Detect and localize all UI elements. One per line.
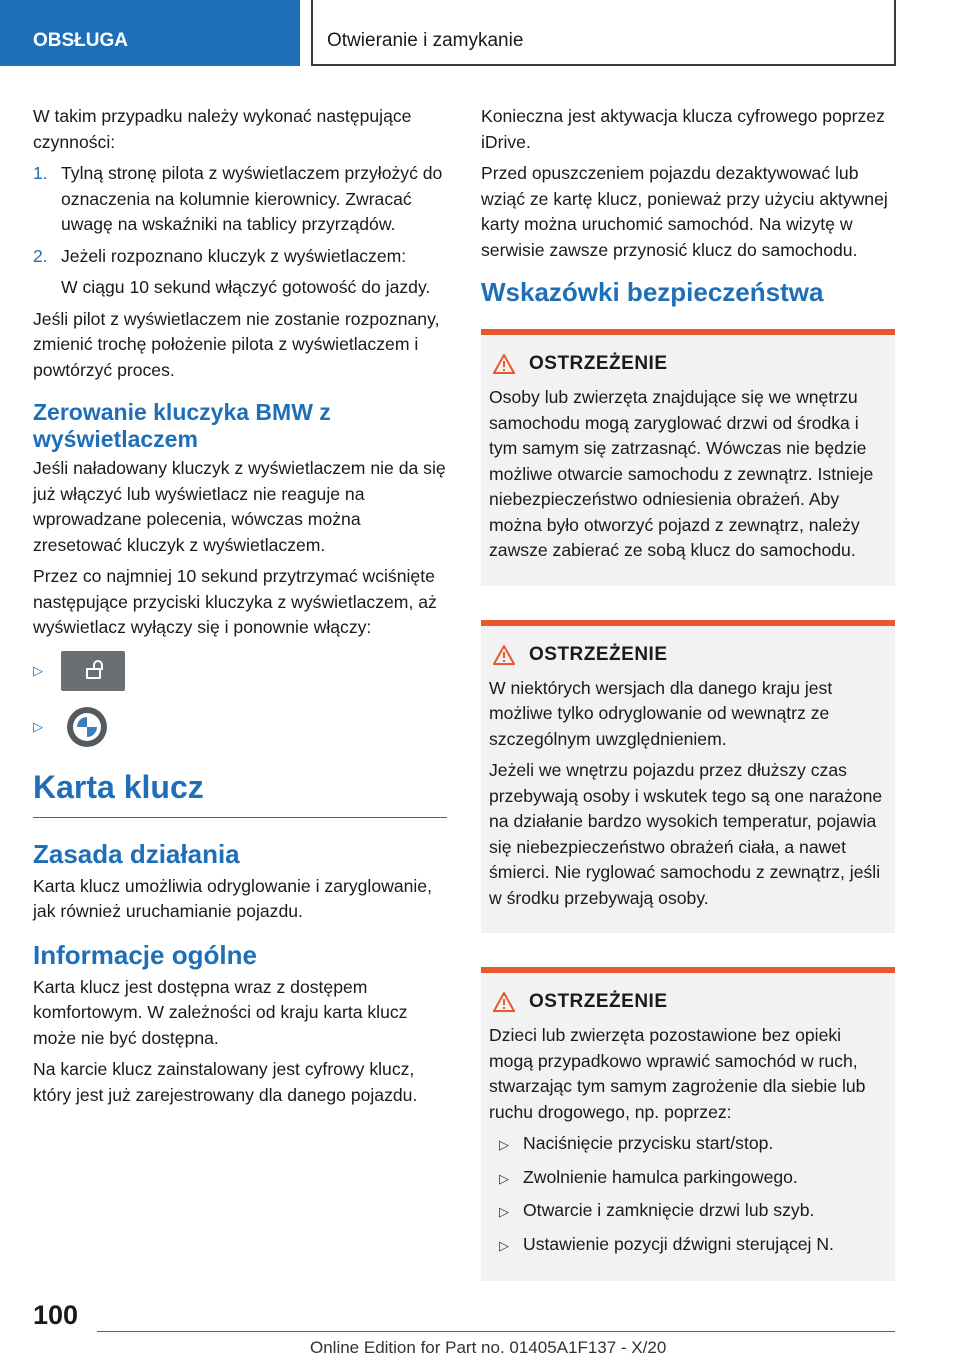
list-item-unlock-button: [33, 651, 447, 691]
general-heading: Informacje ogólne: [33, 939, 257, 970]
step-2-sub: W ciągu 10 sekund włączyć gotowość do jazdy.: [61, 277, 431, 297]
general-paragraph-2: Na karcie klucz zainstalowany jest cyfrowy klucz, który jest już zarejestrowany dla danego pojazdu.: [33, 1059, 418, 1105]
list-marker-icon: ▷: [499, 1170, 509, 1186]
retry-text: Jeśli pilot z wyświetlaczem nie zostanie rozpoznany, zmienić trochę położenie pilota z wyświetlaczem i powtórzyć proces.: [33, 308, 440, 380]
warning-title: OSTRZEŻENIE: [489, 644, 887, 666]
footer-divider: [97, 1331, 895, 1332]
warning-text: W niektórych wersjach dla danego kraju jest możliwe tylko odryglowanie od wewnątrz ze szczególnym uwzględnieniem.: [489, 677, 833, 749]
list-item: ▷ Naciśnięcie przycisku start/stop.: [489, 1131, 887, 1158]
list-item: ▷ Zwolnienie hamulca parkingowego.: [489, 1165, 887, 1192]
warning-triangle-icon: [493, 645, 515, 665]
chapter-title: Otwieranie i zamykanie: [311, 0, 896, 66]
list-marker-icon: ▷: [499, 1204, 509, 1219]
warning-text: Osoby lub zwierzęta znajdujące się we wnętrzu samochodu mogą zaryglować drzwi od środka i tym samym się zatrzasnąć. Wówczas nie będzie możliwe otwarcie samochodu z zewnątrz. Istnieje niebezpieczeństwo odniesienia obrażeń. Aby można było otworzyć pojazd z zewnątrz, należy zawsze zabierać ze sobą klucz do samochodu.: [489, 387, 874, 560]
list-item: ▷ Ustawienie pozycji dźwigni sterującej N.: [489, 1232, 887, 1259]
step-number: 1.: [33, 163, 48, 183]
principle-heading: Zasada działania: [33, 838, 240, 869]
warning-title: OSTRZEŻENIE: [489, 991, 887, 1013]
section-tab: OBSŁUGA: [0, 0, 300, 66]
warning-text: Jeżeli we wnętrzu pojazdu przez dłuższy czas przebywają osoby i wskutek tego są one narażone na działanie bardzo wysokich temperatur, pojawia się niebezpieczeństwo obrażeń ciała, a nawet śmierci. Nie ryglować samochodu z zewnątrz, jeśli w środku przebywają osoby.: [489, 760, 883, 908]
activation-text: Konieczna jest aktywacja klucza cyfrowego poprzez iDrive.: [481, 106, 885, 152]
right-column: [481, 104, 895, 1281]
warning-triangle-icon: [493, 354, 515, 374]
card-title: Karta klucz: [33, 767, 447, 818]
step-text: Tylną stronę pilota z wyświetlaczem przyłożyć do oznaczenia na kolumnie kierownicy. Zwracać uwagę na wskaźniki na tablicy przyrządów.: [61, 163, 443, 234]
list-marker-icon: ▷: [33, 718, 43, 734]
page-number: 100: [33, 1300, 79, 1330]
list-item: ▷ Otwarcie i zamknięcie drzwi lub szyb.: [489, 1198, 887, 1225]
warning-title: OSTRZEŻENIE: [489, 353, 887, 375]
warning-box-3: [481, 967, 895, 1281]
list-marker-icon: ▷: [499, 1237, 509, 1253]
step-text: Jeżeli rozpoznano kluczyk z wyświetlaczem:: [61, 245, 407, 266]
list-item-bmw-button: [33, 707, 447, 747]
step-2: [33, 244, 447, 270]
unlock-button-icon: [61, 651, 125, 691]
warning-text: Dzieci lub zwierzęta pozostawione bez opieki mogą przypadkowo wprawić samochód w ruch, stwarzając tym samym zagrożenie dla siebie lub ruchu drogowego, np. poprzez:: [489, 1025, 866, 1122]
reset-paragraph-1: Jeśli naładowany kluczyk z wyświetlaczem nie da się już włączyć lub wyświetlacz nie reaguje na wprowadzane polecenia, wówczas można zresetować kluczyk z wyświetlaczem.: [33, 458, 446, 555]
general-paragraph-1: Karta klucz jest dostępna wraz z dostępem komfortowym. W zależności od kraju karta klucz może nie być dostępna.: [33, 976, 408, 1048]
safety-heading: Wskazówki bezpieczeństwa: [481, 277, 824, 307]
reset-paragraph-2: Przez co najmniej 10 sekund przytrzymać wciśnięte następujące przyciski kluczyka z wyświetlaczem, aż wyświetlacz wyłączy się i ponownie włączy:: [33, 566, 437, 637]
step-1: [33, 161, 447, 238]
warning-box-2: [481, 620, 895, 934]
warning-triangle-icon: [493, 992, 515, 1012]
reset-heading: Zerowanie kluczyka BMW z wyświetlaczem: [33, 399, 331, 452]
deactivation-text: Przed opuszczeniem pojazdu dezaktywować lub wziąć ze kartę klucz, ponieważ przy użyciu aktywnej karty można uruchomić samochód. Na wizytę w serwisie zawsze przynosić klucz do samochodu.: [481, 163, 888, 260]
warning-box-1: [481, 329, 895, 586]
left-column: [33, 104, 447, 1114]
list-marker-icon: ▷: [499, 1137, 509, 1152]
list-marker-icon: ▷: [33, 662, 43, 678]
step-number: 2.: [33, 245, 48, 266]
principle-text: Karta klucz umożliwia odryglowanie i zaryglowanie, jak również uruchamianie pojazdu.: [33, 875, 432, 921]
edition-text: Online Edition for Part no. 01405A1F137 - X/20: [310, 1338, 667, 1357]
page-header: [0, 0, 960, 66]
bmw-logo-icon: [67, 707, 107, 747]
intro-text: W takim przypadku należy wykonać następujące czynności:: [33, 106, 412, 152]
